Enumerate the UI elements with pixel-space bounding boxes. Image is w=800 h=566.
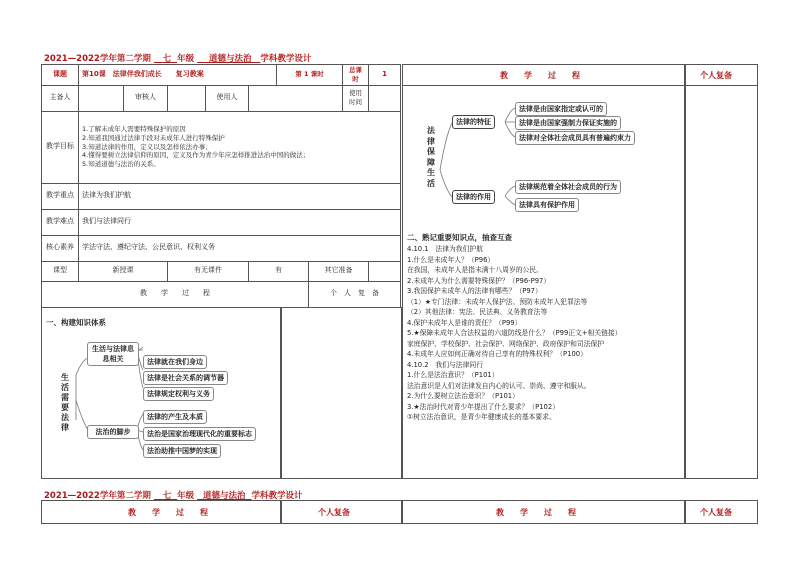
left-branch-life-law: 生活与法律息息相关	[87, 342, 139, 366]
type-label: 课型	[42, 261, 79, 281]
right-personal-header: 个人复备	[700, 71, 732, 80]
point-line: 法治意识是人们对法律发自内心的认可、崇尚、遵守和服从。	[407, 381, 591, 390]
left-leaf-item: 法治助推中国梦的实现	[143, 444, 221, 458]
right-leaf-item: 法律规范着全体社会成员的行为	[515, 180, 621, 194]
goal-item: 1.了解未成年人需要特殊保护的原因	[82, 125, 186, 134]
left-leaf-item: 法律的产生及本质	[143, 410, 207, 424]
preparer-label: 主备人	[42, 85, 79, 111]
footer-doc-type: 学科教学设计	[251, 491, 303, 501]
point-line: 3.★法治时代对青少年提出了什么要求？（P102）	[407, 402, 559, 411]
goal-item: 2.知道我国通过法律手段对未成年人进行特殊保护	[82, 133, 225, 142]
header-subject: 道德与法治	[208, 54, 252, 64]
header-grade: 七	[162, 54, 172, 64]
header-doc-type: 学科教学设计	[260, 54, 312, 64]
left-leaf-item: 法律是社会关系的调节器	[143, 371, 228, 385]
footer-personal-right-label: 个人复备	[700, 508, 732, 517]
type-value: 新授课	[79, 261, 168, 281]
footer-grade-unit: 年级	[177, 491, 195, 501]
point-line: 4.未成年人应如何正确对待自己享有的特殊权利？（P100）	[407, 350, 587, 358]
point-line: 2.未成年人为什么需要特殊保护？（P96-P97）	[407, 276, 551, 285]
goals-label: 教学目标	[42, 111, 79, 183]
key-label: 教学重点	[42, 183, 79, 209]
right-leaf-item: 法律具有保护作用	[515, 198, 579, 212]
goal-item: 5.知道道德与法治的关系。	[82, 160, 160, 169]
right-mindmap-root: 法律保障生活	[427, 126, 435, 188]
footer-grade: 七	[162, 491, 172, 501]
left-leaf-item: 法治是国家治理现代化的重要标志	[143, 427, 256, 441]
point-line: 4.保护未成年人是谁的责任？（P99）	[407, 318, 522, 327]
key-value: 法律为我们护航	[79, 183, 401, 209]
right-leaf-item: 法律是由国家强制力保证实施的	[515, 116, 621, 130]
other-label: 其它准备	[309, 261, 369, 281]
point-line: （2）其他法律：宪法、民法典、义务教育法等	[407, 308, 548, 316]
point-line: 1.什么是未成年人？（P96）	[407, 255, 495, 264]
literacy-label: 核心素养	[42, 235, 79, 261]
left-leaf-item: 法律就在我们身边	[143, 355, 207, 369]
topic-label: 课题	[42, 65, 79, 86]
right-leaf-item: 法律是由国家指定或认可的	[515, 102, 607, 116]
right-leaf-item: 法律对全体社会成员具有普遍约束力	[515, 131, 635, 145]
point-line: ①树立法治意识，是青少年健康成长的基本要求。	[407, 413, 556, 421]
right-branch-role: 法律的作用	[452, 190, 495, 204]
left-leaf-item: 法律规定权利与义务	[143, 387, 214, 401]
personal-header: 个 人 复 备	[309, 281, 401, 307]
courseware-label: 有无课件	[168, 261, 249, 281]
header-year: 2021—2022	[44, 54, 100, 64]
point-line: （1）★专门法律：未成年人保护法、预防未成年人犯罪法等	[407, 297, 588, 306]
courseware-value: 有	[249, 261, 309, 281]
period-label: 第 1 课时	[277, 65, 343, 86]
user-label: 使用人	[206, 85, 249, 111]
section2-title: 二、熟记重要知识点，抽查互查	[407, 233, 512, 242]
left-branch-rule-of-law: 法治的脚步	[87, 425, 139, 439]
point-line: 4.10.1 法律为我们护航	[407, 245, 483, 253]
point-line: 4.10.2 我们与法律同行	[407, 360, 483, 369]
total-label: 总课时	[343, 65, 369, 86]
right-branch-feature: 法律的特征	[452, 115, 495, 129]
difficult-label: 教学难点	[42, 209, 79, 235]
point-line: 2.为什么要树立法治意识？（P101）	[407, 392, 519, 400]
right-process-header: 教 学 过 程	[500, 71, 580, 80]
use-time-label: 使用时间	[343, 85, 369, 111]
footer-process-left-label: 教 学 过 程	[128, 508, 208, 517]
footer-process-right-label: 教 学 过 程	[496, 508, 576, 517]
knowledge-points	[407, 244, 692, 423]
footer-subject: 道德与法治	[203, 491, 246, 501]
section1-title: 一、构建知识体系	[46, 318, 106, 327]
point-line: 1.什么是法治意识？（P101）	[407, 371, 499, 379]
process-header: 教 学 过 程	[42, 281, 309, 307]
reviewer-label: 审核人	[124, 85, 168, 111]
header-grade-unit: 年级	[177, 54, 195, 64]
point-line: 家庭保护、学校保护、社会保护、网络保护、政府保护和司法保护	[407, 339, 605, 348]
header-semester: 学年第二学期	[99, 54, 151, 64]
point-line: 3.我国保护未成年人的法律有哪些？（P97）	[407, 287, 542, 295]
goal-item: 4.懂得要树立法律信仰的原因，定义及作为青少年应怎样推进法治中国的做法；	[82, 151, 310, 160]
point-line: 5.★保障未成年人合法权益的六道防线是什么？（P99正文+相关链接）	[407, 329, 622, 337]
literacy-value: 学法守法、遵纪守法、公民意识、权利义务	[79, 235, 401, 261]
footer-semester: 学年第二学期	[99, 491, 151, 501]
footer-year: 2021—2022	[44, 491, 100, 501]
total-value: 1	[369, 65, 401, 86]
topic-value: 第10课 法律伴我们成长 复习教案	[79, 65, 277, 86]
footer-personal-left-label: 个人复备	[318, 508, 350, 517]
goal-item: 3.知道法律的作用，定义以及怎样依法办事；	[82, 142, 212, 151]
difficult-value: 我们与法律同行	[79, 209, 401, 235]
point-line: 在我国，未成年人是指未满十八周岁的公民。	[407, 266, 543, 274]
left-mindmap-root: 生活需要法律	[61, 373, 69, 432]
